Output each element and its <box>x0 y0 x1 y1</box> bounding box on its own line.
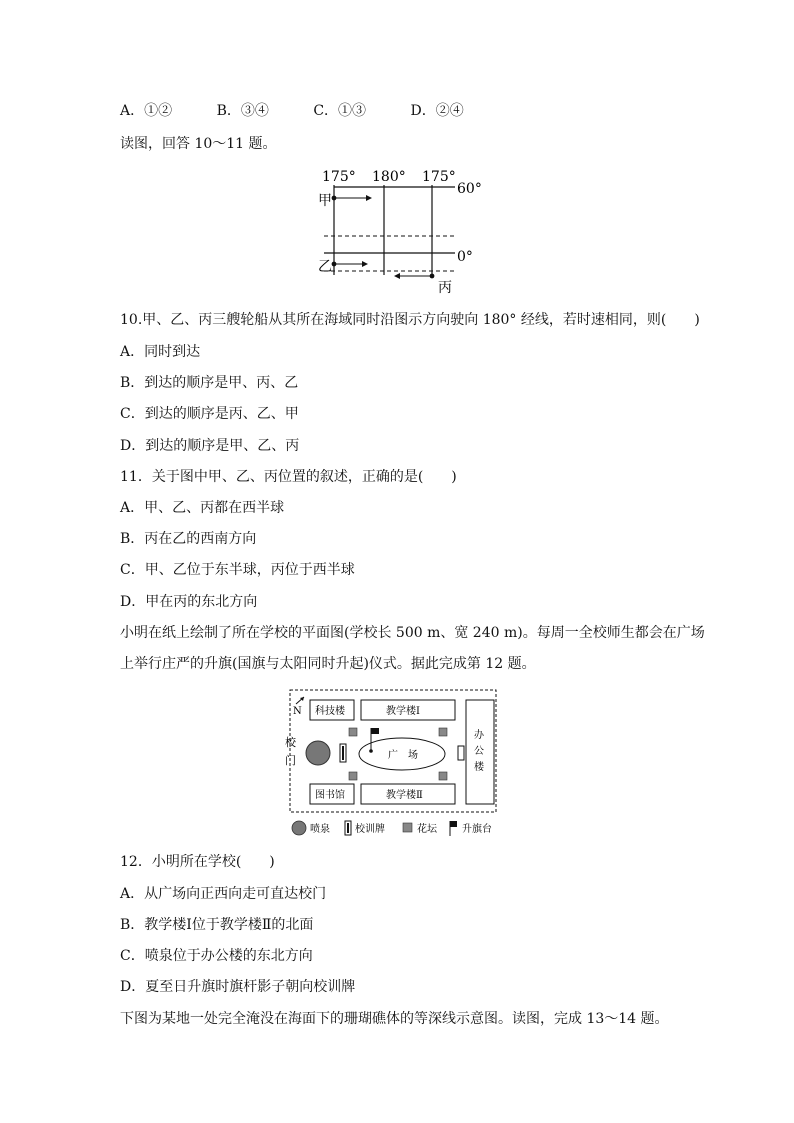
legend-flower-bed: 花坛 <box>417 824 437 835</box>
graticule-figure <box>310 163 490 298</box>
square-label: 广 场 <box>388 750 418 761</box>
office-label-2: 公 <box>474 746 484 757</box>
q10-option-a: A．同时到达 <box>120 344 201 360</box>
teaching-building-2: 教学楼Ⅱ <box>386 790 423 801</box>
lat-label-60: 60° <box>457 181 482 197</box>
q9-option-d: D．②④ <box>410 103 464 119</box>
q12-option-a: A．从广场向正西向走可直达校门 <box>120 886 327 902</box>
q11-stem: 11．关于图中甲、乙、丙位置的叙述，正确的是( ) <box>120 469 457 485</box>
tech-building: 科技楼 <box>315 706 345 717</box>
school-plan-figure <box>282 688 504 843</box>
intro-13-14: 下图为某地一处完全淹没在海面下的珊瑚礁体的等深线示意图。读图，完成 13～14 题。 <box>120 1011 669 1027</box>
q9-options <box>120 101 504 121</box>
office-label-3: 楼 <box>474 762 484 773</box>
intro-10-11: 读图，回答 10～11 题。 <box>120 136 277 152</box>
office-label-1: 办 <box>474 730 484 741</box>
gate-label-2: 门 <box>285 754 296 767</box>
library: 图书馆 <box>315 790 345 801</box>
q11-option-b: B．丙在乙的西南方向 <box>120 531 257 547</box>
legend-flag-platform: 升旗台 <box>462 824 492 835</box>
legend-motto-board: 校训牌 <box>355 824 385 835</box>
q10-stem: 10.甲、乙、丙三艘轮船从其所在海域同时沿图示方向驶向 180° 经线，若时速相同，则( ) <box>120 312 700 328</box>
lat-label-0: 0° <box>457 249 473 265</box>
teaching-building-1: 教学楼Ⅰ <box>386 706 420 717</box>
lon-label-2: 180° <box>372 169 406 185</box>
gate-label-1: 校 <box>285 736 296 749</box>
q10-option-d: D．到达的顺序是甲、乙、丙 <box>120 438 300 454</box>
q12-option-b: B．教学楼Ⅰ位于教学楼Ⅱ的北面 <box>120 917 314 933</box>
q11-option-d: D．甲在丙的东北方向 <box>120 594 258 610</box>
q12-option-c: C．喷泉位于办公楼的东北方向 <box>120 948 313 964</box>
intro-12-line-1: 小明在纸上绘制了所在学校的平面图(学校长 500 m、宽 240 m)。每周一全校师生都会在广场 <box>120 625 705 641</box>
ship-bing-label: 丙 <box>438 280 452 296</box>
lon-label-3: 175° <box>422 169 456 185</box>
q9-option-a: A．①② <box>120 103 173 119</box>
q10-option-c: C．到达的顺序是丙、乙、甲 <box>120 406 299 422</box>
north-label: N <box>293 706 302 717</box>
ship-jia-label: 甲 <box>318 193 332 209</box>
q11-option-a: A．甲、乙、丙都在西半球 <box>120 500 285 516</box>
lon-label-1: 175° <box>322 169 356 185</box>
q9-option-b: B．③④ <box>216 103 269 119</box>
intro-12-line-2: 上举行庄严的升旗(国旗与太阳同时升起)仪式。据此完成第 12 题。 <box>120 656 536 672</box>
legend-fountain: 喷泉 <box>310 824 330 835</box>
q9-option-c: C．①③ <box>313 103 367 119</box>
q11-option-c: C．甲、乙位于东半球，丙位于西半球 <box>120 562 355 578</box>
ship-yi-label: 乙 <box>318 259 332 275</box>
q12-stem: 12．小明所在学校( ) <box>120 854 275 870</box>
q10-option-b: B．到达的顺序是甲、丙、乙 <box>120 375 299 391</box>
q12-option-d: D．夏至日升旗时旗杆影子朝向校训牌 <box>120 979 356 995</box>
